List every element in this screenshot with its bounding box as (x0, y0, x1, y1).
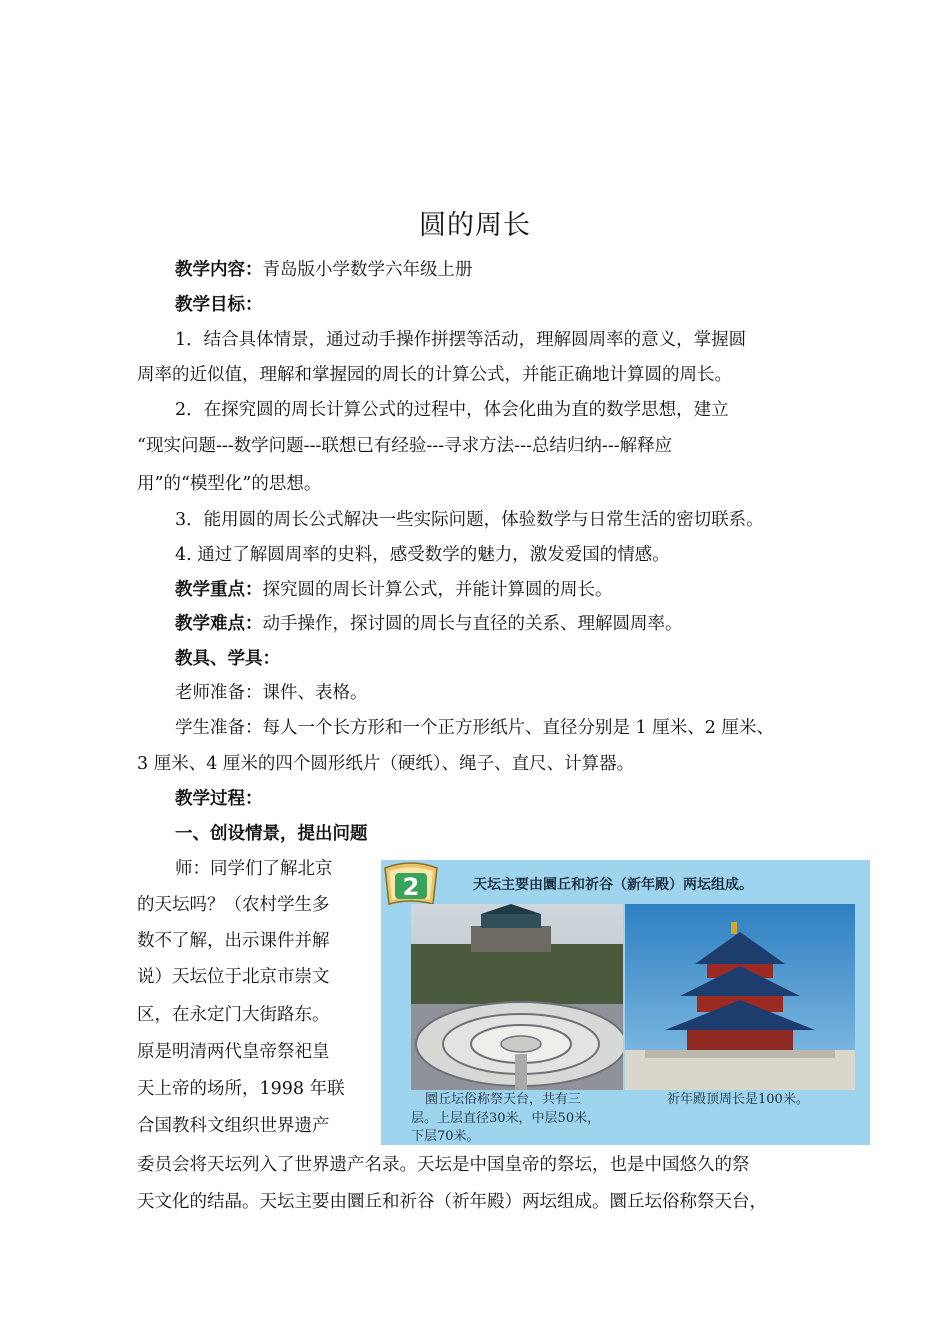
key-label: 教学重点： (175, 580, 263, 600)
difficulty-value: 动手操作，探讨圆的周长与直径的关系、理解圆周率。 (262, 614, 683, 634)
para-line: 原是明清两代皇帝祭祀皇 (137, 1042, 330, 1062)
badge-number: 2 (402, 873, 420, 901)
key-value: 探究圆的周长计算公式，并能计算圆的周长。 (262, 580, 613, 600)
tools-label: 教具、学具： (175, 649, 280, 669)
para-line: 区，在永定门大街路东。 (137, 1005, 330, 1025)
teacher-prep: 老师准备：课件、表格。 (175, 683, 368, 703)
page-title: 圆的周长 (419, 210, 531, 241)
para-line: 合国教科文组织世界遗产 (137, 1116, 330, 1136)
difficulty-row (175, 612, 683, 636)
right-caption: 祈年殿顶周长是100米。 (667, 1092, 809, 1107)
process-label: 教学过程： (175, 789, 263, 809)
content-value: 青岛版小学数学六年级上册 (262, 260, 473, 280)
key-row (175, 578, 613, 602)
left-caption-line: 圜丘坛俗称祭天台，共有三 (425, 1092, 582, 1107)
goal3: 3．能用圆的周长公式解决一些实际问题，体验数学与日常生活的密切联系。 (175, 510, 764, 530)
difficulty-label: 教学难点： (175, 614, 263, 634)
hall-of-prayer-photo (625, 904, 855, 1090)
para-line: 的天坛吗？（农村学生多 (137, 895, 330, 915)
student-prep-line2: 3 厘米、4 厘米的四个圆形纸片（硬纸）、绳子、直尺、计算器。 (137, 754, 635, 774)
goal1-line2: 周率的近似值，理解和掌握园的周长的计算公式，并能正确地计算圆的周长。 (137, 365, 732, 385)
circular-mound-altar-photo (411, 904, 623, 1090)
goal2-line3: 用”的“模型化”的思想。 (137, 474, 322, 494)
student-prep-line1: 学生准备：每人一个长方形和一个正方形纸片、直径分别是 1 厘米、2 厘米、 (175, 718, 774, 738)
para-line: 天文化的结晶。天坛主要由圜丘和祈谷（祈年殿）两坛组成。圜丘坛俗称祭天台， (137, 1192, 767, 1212)
para-line: 数不了解，出示课件并解 (137, 931, 330, 951)
number-badge-icon (381, 862, 441, 908)
figure-caption-top: 天坛主要由圜丘和祈谷（新年殿）两坛组成。 (473, 877, 753, 893)
goal1-line1: 1．结合具体情景，通过动手操作拼摆等活动，理解圆周率的意义，掌握圆 (175, 330, 747, 350)
goal2-line1: 2．在探究圆的周长计算公式的过程中，体会化曲为直的数学思想，建立 (175, 400, 729, 420)
para-line: 委员会将天坛列入了世界遗产名录。天坛是中国皇帝的祭坛，也是中国悠久的祭 (137, 1155, 750, 1175)
goal2-line2: “现实问题---数学问题---联想已有经验---寻求方法---总结归纳---解释应 (137, 436, 673, 456)
content-label: 教学内容： (175, 260, 263, 280)
section-heading: 一、创设情景，提出问题 (175, 824, 368, 844)
temple-of-heaven-figure (381, 860, 870, 1145)
left-caption-line: 层。上层直径30米，中层50米， (411, 1111, 601, 1126)
goals-label: 教学目标： (175, 295, 263, 315)
para-line: 天上帝的场所，1998 年联 (137, 1079, 345, 1099)
content-row (175, 258, 473, 282)
goal4: 4. 通过了解圆周率的史料，感受数学的魅力，激发爱国的情感。 (175, 545, 670, 565)
para-line: 师：同学们了解北京 (175, 859, 333, 879)
left-caption-line: 下层70米。 (411, 1129, 480, 1144)
para-line: 说）天坛位于北京市崇文 (137, 967, 330, 987)
